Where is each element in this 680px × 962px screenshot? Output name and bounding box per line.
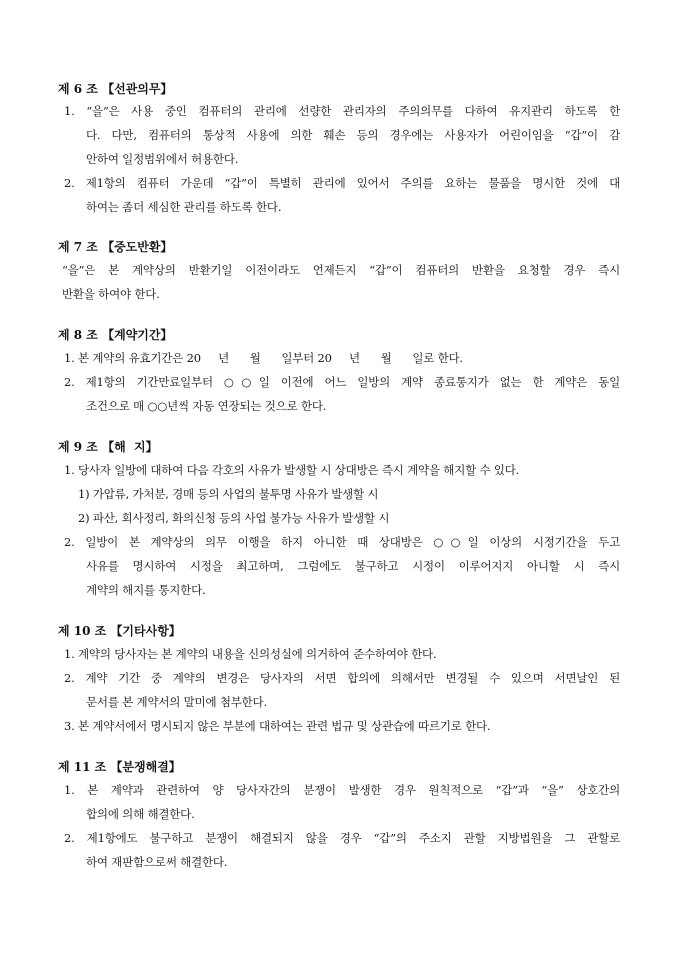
article-8-heading: 제 8 조 【계약기간】 bbox=[58, 328, 173, 342]
article-6-line-4: 2. 제1항의 컴퓨터 가운데 “갑”이 특별히 관리에 있어서 주의를 요하는 물품을 명시한 것에 대 bbox=[64, 176, 620, 190]
article-8-line-1: 1. 본 계약의 유효기간은 20 년 월 일부터 20 년 월 일로 한다. bbox=[64, 351, 463, 365]
article-7-heading: 제 7 조 【중도반환】 bbox=[58, 240, 173, 254]
article-10-line-2: 2. 계약 기간 중 계약의 변경은 당사자의 서면 합의에 의해서만 변경될 수 있으며 서면날인 된 bbox=[64, 671, 620, 685]
article-6-line-5: 하여는 좀더 세심한 관리를 하도록 한다. bbox=[86, 200, 282, 214]
article-9-line-4: 계약의 해지를 통지한다. bbox=[86, 583, 206, 597]
article-10-heading: 제 10 조 【기타사항】 bbox=[58, 624, 181, 638]
article-7-line-2: 반환을 하여야 한다. bbox=[62, 287, 160, 301]
article-11-line-1: 1. 본 계약과 관련하여 양 당사자간의 분쟁이 발생한 경우 원칙적으로 “갑”과 “을” 상호간의 bbox=[64, 783, 620, 797]
article-6-line-1: 1. “을”은 사용 중인 컴퓨터의 관리에 선량한 관리자의 주의의무를 다하여 유지관리 하도록 한 bbox=[64, 104, 620, 118]
article-10-line-1: 1. 계약의 당사자는 본 계약의 내용을 신의성실에 의거하여 준수하여야 한다. bbox=[64, 647, 437, 661]
article-11-line-4: 하여 재판함으로써 해결한다. bbox=[86, 855, 228, 869]
article-8-line-3: 조건으로 매 ○○년씩 자동 연장되는 것으로 한다. bbox=[86, 399, 327, 413]
article-6-line-2: 다. 다만, 컴퓨터의 통상적 사용에 의한 훼손 등의 경우에는 사용자가 어린이임을 “갑”이 감 bbox=[86, 128, 620, 142]
article-10-line-3: 문서를 본 계약서의 말미에 첨부한다. bbox=[86, 695, 267, 709]
article-6-line-3: 안하여 일정범위에서 허용한다. bbox=[86, 152, 239, 166]
article-11-heading: 제 11 조 【분쟁해결】 bbox=[58, 760, 181, 774]
article-11-line-2: 합의에 의해 해결한다. bbox=[86, 807, 195, 821]
article-6-heading: 제 6 조 【선관의무】 bbox=[58, 82, 173, 96]
article-9-line-3: 사유를 명시하여 시정을 최고하며, 그럼에도 불구하고 시정이 이루어지지 아니할 시 즉시 bbox=[86, 559, 620, 573]
article-10-line-4: 3. 본 계약서에서 명시되지 않은 부분에 대하여는 관련 법규 및 상관습에 따르기로 한다. bbox=[64, 719, 491, 733]
article-9-subitem-1: 1) 가압류, 가처분, 경매 등의 사업의 불투명 사유가 발생할 시 bbox=[78, 487, 379, 501]
article-8-line-2: 2. 제1항의 기간만료일부터 ○○일 이전에 어느 일방의 계약 종료통지가 없는 한 계약은 동일 bbox=[64, 375, 620, 389]
article-11-line-3: 2. 제1항에도 불구하고 분쟁이 해결되지 않을 경우 “갑”의 주소지 관할 지방법원을 그 관할로 bbox=[64, 831, 620, 845]
article-7-line-1: “을”은 본 계약상의 반환기일 이전이라도 언제든지 “갑”이 컴퓨터의 반환을 요청할 경우 즉시 bbox=[62, 263, 620, 277]
article-9-line-1: 1. 당사자 일방에 대하여 다음 각호의 사유가 발생할 시 상대방은 즉시 계약을 해지할 수 있다. bbox=[64, 463, 520, 477]
article-9-heading: 제 9 조 【해 지】 bbox=[58, 440, 158, 454]
article-9-line-2: 2. 일방이 본 계약상의 의무 이행을 하지 아니한 때 상대방은 ○○일 이상의 시정기간을 두고 bbox=[64, 535, 620, 549]
article-9-subitem-2: 2) 파산, 회사정리, 화의신청 등의 사업 불가능 사유가 발생할 시 bbox=[78, 511, 390, 525]
